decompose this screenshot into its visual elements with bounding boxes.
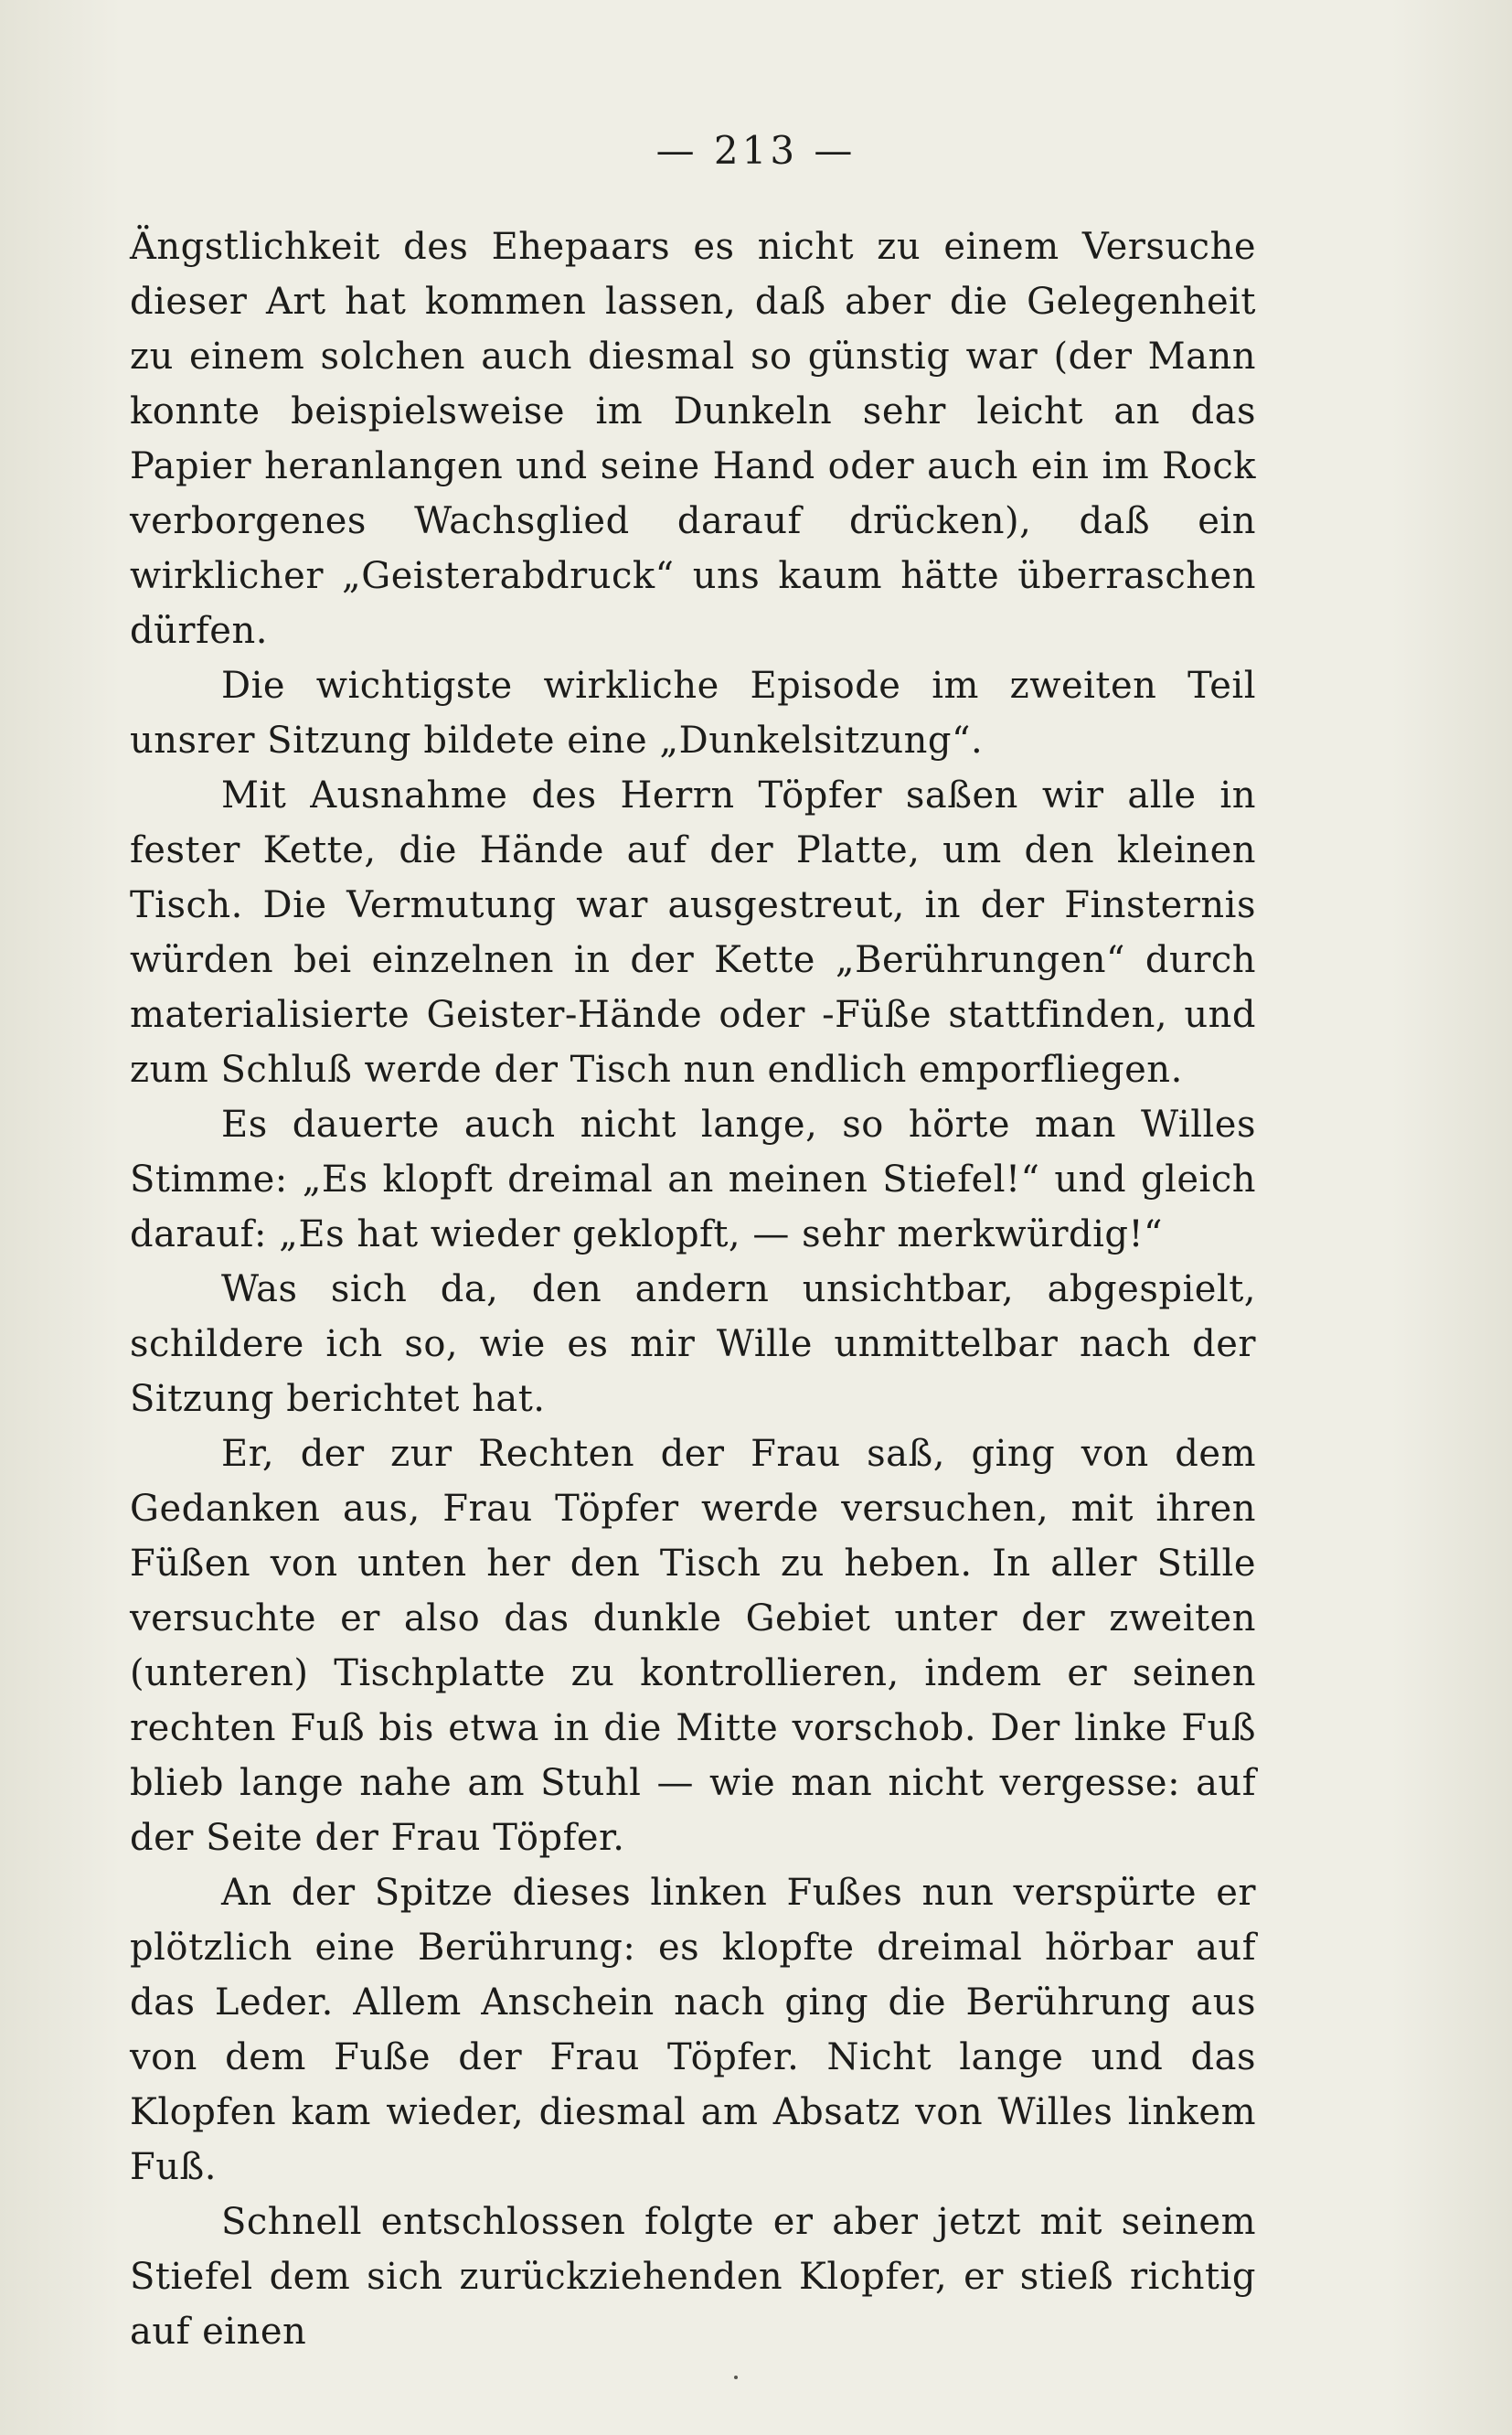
paragraph-2: Die wichtigste wirkliche Episode im zweiten Teil unsrer Sitzung bildete eine „Dunkelsitzung“. xyxy=(130,665,1256,762)
print-speck xyxy=(734,2376,738,2379)
body-text xyxy=(130,219,1256,2359)
paragraph-8: Schnell entschlossen folgte er aber jetzt mit seinem Stiefel dem sich zurückziehenden Klopfer, er stieß richtig auf einen xyxy=(130,2201,1256,2353)
paragraph-3: Mit Ausnahme des Herrn Töpfer saßen wir alle in fester Kette, die Hände auf der Platte, um den kleinen Tisch. Die Vermutung war ausgestreut, in der Finsternis würden bei einzelnen in der Kette „Berührungen“ durch materialisierte Geister-Hände oder -Füße stattfinden, und zum Schluß werde der Tisch nun endlich emporfliegen. xyxy=(130,774,1256,1091)
paragraph-5: Was sich da, den andern unsichtbar, abgespielt, schildere ich so, wie es mir Wille unmittelbar nach der Sitzung berichtet hat. xyxy=(130,1268,1256,1420)
paragraph-4: Es dauerte auch nicht lange, so hörte man Willes Stimme: „Es klopft dreimal an meinen Stiefel!“ und gleich darauf: „Es hat wieder geklopft, — sehr merkwürdig!“ xyxy=(130,1104,1256,1255)
paragraph-7: An der Spitze dieses linken Fußes nun verspürte er plötzlich eine Berührung: es klopfte dreimal hörbar auf das Leder. Allem Anschein nach ging die Berührung aus von dem Fuße der Frau Töpfer. Nicht lange und das Klopfen kam wieder, diesmal am Absatz von Willes linkem Fuß. xyxy=(130,1872,1256,2188)
page-number: — 213 — xyxy=(655,128,857,173)
paragraph-6: Er, der zur Rechten der Frau saß, ging von dem Gedanken aus, Frau Töpfer werde versuchen, mit ihren Füßen von unten her den Tisch zu heben. In aller Stille versuchte er also das dunkle Gebiet unter der zweiten (unteren) Tischplatte zu kontrollieren, indem er seinen rechten Fuß bis etwa in die Mitte vorschob. Der linke Fuß blieb lange nahe am Stuhl — wie man nicht vergesse: auf der Seite der Frau Töpfer. xyxy=(130,1433,1256,1859)
paragraph-1: Ängstlichkeit des Ehepaars es nicht zu einem Versuche dieser Art hat kommen lassen, daß aber die Gelegenheit zu einem solchen auch diesmal so günstig war (der Mann konnte beispielsweise im Dunkeln sehr leicht an das Papier heranlangen und seine Hand oder auch ein im Rock verborgenes Wachsglied darauf drücken), daß ein wirklicher „Geisterabdruck“ uns kaum hätte überraschen dürfen. xyxy=(130,226,1256,652)
